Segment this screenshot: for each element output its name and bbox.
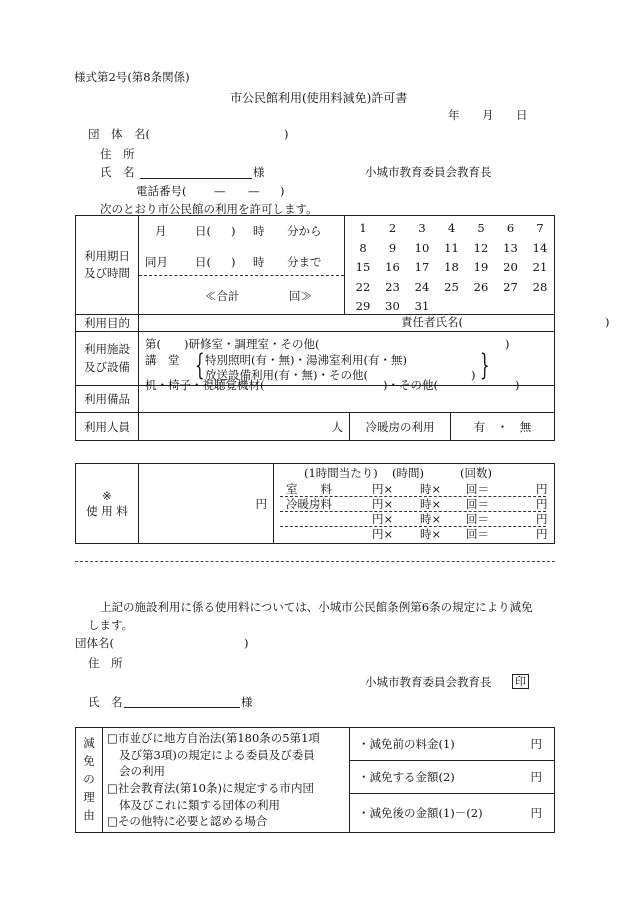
equipment-close: ) bbox=[515, 378, 520, 392]
name-label: 氏 名 bbox=[100, 165, 135, 179]
issuer: 小城市教育委員会教育長 bbox=[365, 165, 492, 179]
brace-left: { bbox=[195, 348, 205, 383]
address2-label: 住 所 bbox=[88, 656, 123, 670]
fee-row-b[interactable]: 時× bbox=[420, 512, 442, 526]
group-name-close: ) bbox=[284, 127, 289, 141]
calendar-day[interactable]: 23 bbox=[385, 279, 400, 294]
fee-row-d[interactable]: 円 bbox=[536, 512, 548, 526]
equipment-cell[interactable] bbox=[139, 378, 555, 413]
calendar-day[interactable]: 17 bbox=[414, 260, 430, 274]
page-title: 市公民館利用(使用料減免)許可書 bbox=[230, 91, 408, 105]
row2-month: 同月 bbox=[145, 255, 168, 269]
calendar-day[interactable]: 7 bbox=[536, 221, 544, 235]
group2-close: ) bbox=[244, 636, 249, 650]
sama: 様 bbox=[253, 165, 265, 179]
fee-row-a[interactable]: 円× bbox=[372, 512, 394, 526]
fee-row-d[interactable]: 円 bbox=[536, 482, 548, 496]
name-line[interactable] bbox=[140, 178, 252, 179]
calendar-day[interactable]: 21 bbox=[532, 260, 548, 274]
fee-mark: ※ bbox=[102, 488, 112, 503]
fee-detail-cell bbox=[274, 464, 555, 544]
facility-label-cell bbox=[76, 332, 139, 386]
reason-label-3: 理 bbox=[83, 789, 95, 804]
total-open: ≪合計 bbox=[205, 289, 240, 303]
fee-row-name: 冷暖房料 bbox=[286, 497, 332, 511]
amount-before-label: ・減免前の料金(1) bbox=[358, 737, 455, 752]
people-count[interactable]: 人 bbox=[139, 413, 350, 440]
fee-row-c[interactable]: 回＝ bbox=[466, 527, 489, 541]
amount-after-cell[interactable] bbox=[350, 794, 555, 833]
row1-month: 月 bbox=[155, 224, 167, 238]
fee-label-cell bbox=[76, 464, 139, 544]
equipment-mid: )・その他( bbox=[383, 378, 438, 392]
sama-2: 様 bbox=[241, 695, 253, 709]
reason-item-3: □社会教育法(第10条)に規定する市内団 bbox=[107, 781, 314, 796]
phone-sep-2: — bbox=[248, 184, 260, 198]
row1-minute: 分から bbox=[287, 224, 322, 238]
facility-line-1-close: ) bbox=[505, 337, 510, 351]
calendar-day[interactable]: 22 bbox=[355, 279, 371, 294]
calendar-day[interactable]: 27 bbox=[503, 279, 518, 294]
fee-row-line bbox=[280, 511, 546, 512]
fee-row-a[interactable]: 円× bbox=[372, 482, 394, 496]
brace-right: } bbox=[480, 348, 490, 383]
reason-item-5: □その他特に必要と認める場合 bbox=[107, 814, 268, 829]
date-year: 年 bbox=[448, 108, 460, 122]
calendar-day[interactable]: 18 bbox=[444, 260, 459, 274]
fee-total[interactable]: 円 bbox=[139, 464, 274, 544]
phone-label: 電話番号( bbox=[136, 184, 187, 198]
facility-label-2: 及び設備 bbox=[84, 359, 130, 374]
equipment-text: 机・椅子・視聴覚機材( bbox=[145, 378, 265, 392]
reduction-text-2: します。 bbox=[88, 618, 134, 632]
period-label-cell bbox=[76, 216, 139, 315]
calendar-day[interactable]: 14 bbox=[532, 240, 548, 255]
facility-label-1: 利用施設 bbox=[84, 342, 130, 357]
period-divider bbox=[139, 275, 344, 276]
fee-row-a[interactable]: 円× bbox=[372, 497, 394, 511]
amount-reduce-label: ・減免する金額(2) bbox=[358, 770, 455, 785]
calendar-day[interactable]: 25 bbox=[444, 279, 459, 294]
fee-row-c[interactable]: 回＝ bbox=[466, 497, 489, 511]
calendar-day[interactable]: 29 bbox=[355, 299, 371, 313]
group2-label: 団体名( bbox=[75, 636, 114, 650]
row2-minute: 分まで bbox=[287, 255, 322, 269]
fee-label: 使 用 料 bbox=[86, 503, 128, 518]
calendar-day[interactable]: 5 bbox=[477, 221, 485, 235]
phone-close: ) bbox=[280, 184, 285, 198]
reason-items-cell[interactable] bbox=[103, 728, 350, 833]
calendar-day[interactable]: 28 bbox=[532, 279, 548, 294]
facility-sub-1: 特別照明(有・無)・湯沸室利用(有・無) bbox=[205, 353, 407, 367]
row1-day: 日( bbox=[195, 224, 211, 238]
fee-row-b[interactable]: 時× bbox=[420, 527, 442, 541]
facility-sub-2-close: ) bbox=[471, 368, 476, 382]
reason-item-0: □市並びに地方自治法(第180条の5第1項 bbox=[107, 731, 320, 745]
reason-item-1: 及び第3項)の規定による委員及び委員 bbox=[119, 747, 315, 762]
facility-sub-2: 放送設備利用(有・無)・その他( bbox=[205, 368, 368, 382]
issuer-2: 小城市教育委員会教育長 bbox=[365, 675, 492, 689]
period-label-2: 及び時間 bbox=[84, 266, 130, 280]
calendar-day[interactable]: 19 bbox=[473, 260, 489, 274]
equipment-label: 利用備品 bbox=[76, 386, 139, 413]
fee-row-line bbox=[280, 526, 546, 527]
calendar-day[interactable]: 24 bbox=[414, 279, 430, 294]
reason-label-cell bbox=[76, 728, 103, 833]
amount-reduce-unit: 円 bbox=[530, 770, 542, 785]
calendar-day[interactable]: 2 bbox=[388, 221, 397, 235]
row1-day-close: ) bbox=[231, 224, 236, 238]
calendar-day[interactable]: 26 bbox=[473, 279, 489, 294]
ac-value[interactable]: 有 ・ 無 bbox=[473, 419, 532, 434]
seal-mark: 印 bbox=[512, 674, 529, 689]
amount-after-unit: 円 bbox=[530, 806, 542, 821]
amount-reduce-cell[interactable] bbox=[350, 761, 555, 794]
form-number: 様式第2号(第8条関係) bbox=[74, 70, 190, 84]
calendar-day[interactable]: 12 bbox=[473, 240, 489, 255]
date-month: 月 bbox=[482, 108, 494, 122]
total-close: 回≫ bbox=[289, 289, 312, 303]
address-label: 住 所 bbox=[100, 147, 135, 161]
fee-header-1: (1時間当たり) bbox=[304, 466, 378, 480]
period-label-1: 利用期日 bbox=[84, 248, 130, 263]
responsible-close: ) bbox=[605, 315, 610, 329]
fee-row-name: 室 料 bbox=[286, 482, 332, 496]
reason-item-4: 体及びこれに類する団体の利用 bbox=[119, 797, 280, 812]
fee-table bbox=[75, 463, 555, 544]
calendar-day[interactable]: 11 bbox=[444, 240, 459, 255]
group-name-label: 団 体 名( bbox=[88, 127, 150, 141]
intro-text: 次のとおり市公民館の利用を許可します。 bbox=[100, 202, 318, 216]
fee-header-2: (時間) bbox=[392, 466, 424, 480]
calendar-day[interactable]: 1 bbox=[359, 221, 367, 235]
fee-row-d[interactable]: 円 bbox=[536, 497, 548, 511]
calendar-day[interactable]: 6 bbox=[506, 221, 515, 235]
calendar-day[interactable]: 8 bbox=[359, 240, 367, 255]
fee-row-c[interactable]: 回＝ bbox=[466, 512, 489, 526]
purpose-cell[interactable] bbox=[139, 315, 610, 332]
reason-table bbox=[75, 727, 555, 833]
phone-sep-1: — bbox=[214, 184, 226, 198]
reason-label-0: 減 bbox=[83, 736, 95, 751]
calendar-day[interactable]: 13 bbox=[503, 240, 518, 255]
reason-item-2: 会の利用 bbox=[119, 764, 165, 779]
date-day: 日 bbox=[516, 108, 528, 122]
fee-header-3: (回数) bbox=[460, 466, 492, 480]
period-time-cell[interactable] bbox=[139, 216, 345, 315]
name2-label: 氏 名 bbox=[88, 695, 123, 709]
name2-line[interactable] bbox=[124, 707, 240, 708]
row2-day: 日( bbox=[195, 255, 211, 269]
calendar-day[interactable]: 31 bbox=[414, 299, 430, 313]
people-label: 利用人員 bbox=[76, 413, 139, 441]
row2-hour: 時 bbox=[253, 255, 265, 269]
amount-before-unit: 円 bbox=[530, 737, 542, 752]
row1-hour: 時 bbox=[253, 224, 265, 238]
calendar-day[interactable]: 16 bbox=[385, 260, 400, 274]
facility-line-1: 第( )研修室・調理室・その他( bbox=[145, 337, 320, 351]
reason-label-1: 免 bbox=[83, 754, 95, 769]
amount-before-cell[interactable] bbox=[350, 728, 555, 761]
purpose-label: 利用目的 bbox=[76, 315, 139, 332]
amount-after-label: ・減免後の金額(1)－(2) bbox=[358, 806, 483, 821]
calendar-day[interactable]: 9 bbox=[388, 240, 397, 255]
calendar-day[interactable]: 4 bbox=[447, 221, 456, 235]
responsible-label: 責任者氏名( bbox=[401, 315, 463, 329]
calendar-day[interactable]: 20 bbox=[503, 260, 518, 274]
calendar-day[interactable]: 30 bbox=[385, 299, 400, 313]
reason-label-2: の bbox=[83, 772, 95, 787]
fee-row-d[interactable]: 円 bbox=[536, 527, 548, 541]
calendar-day[interactable]: 3 bbox=[418, 221, 426, 235]
cut-line bbox=[75, 561, 555, 562]
fee-row-b[interactable]: 時× bbox=[420, 482, 442, 496]
calendar-day[interactable]: 10 bbox=[414, 240, 430, 255]
kodo-label: 講 堂 bbox=[145, 353, 180, 367]
fee-row-a[interactable]: 円× bbox=[372, 527, 394, 541]
reduction-text-1: 上記の施設利用に係る使用料については、小城市公民館条例第6条の規定により減免 bbox=[100, 600, 533, 614]
reason-label-4: 由 bbox=[83, 807, 95, 822]
fee-row-c[interactable]: 回＝ bbox=[466, 482, 489, 496]
row2-day-close: ) bbox=[231, 255, 236, 269]
fee-row-b[interactable]: 時× bbox=[420, 497, 442, 511]
ac-label: 冷暖房の利用 bbox=[350, 413, 451, 440]
calendar-day[interactable]: 15 bbox=[355, 260, 371, 274]
